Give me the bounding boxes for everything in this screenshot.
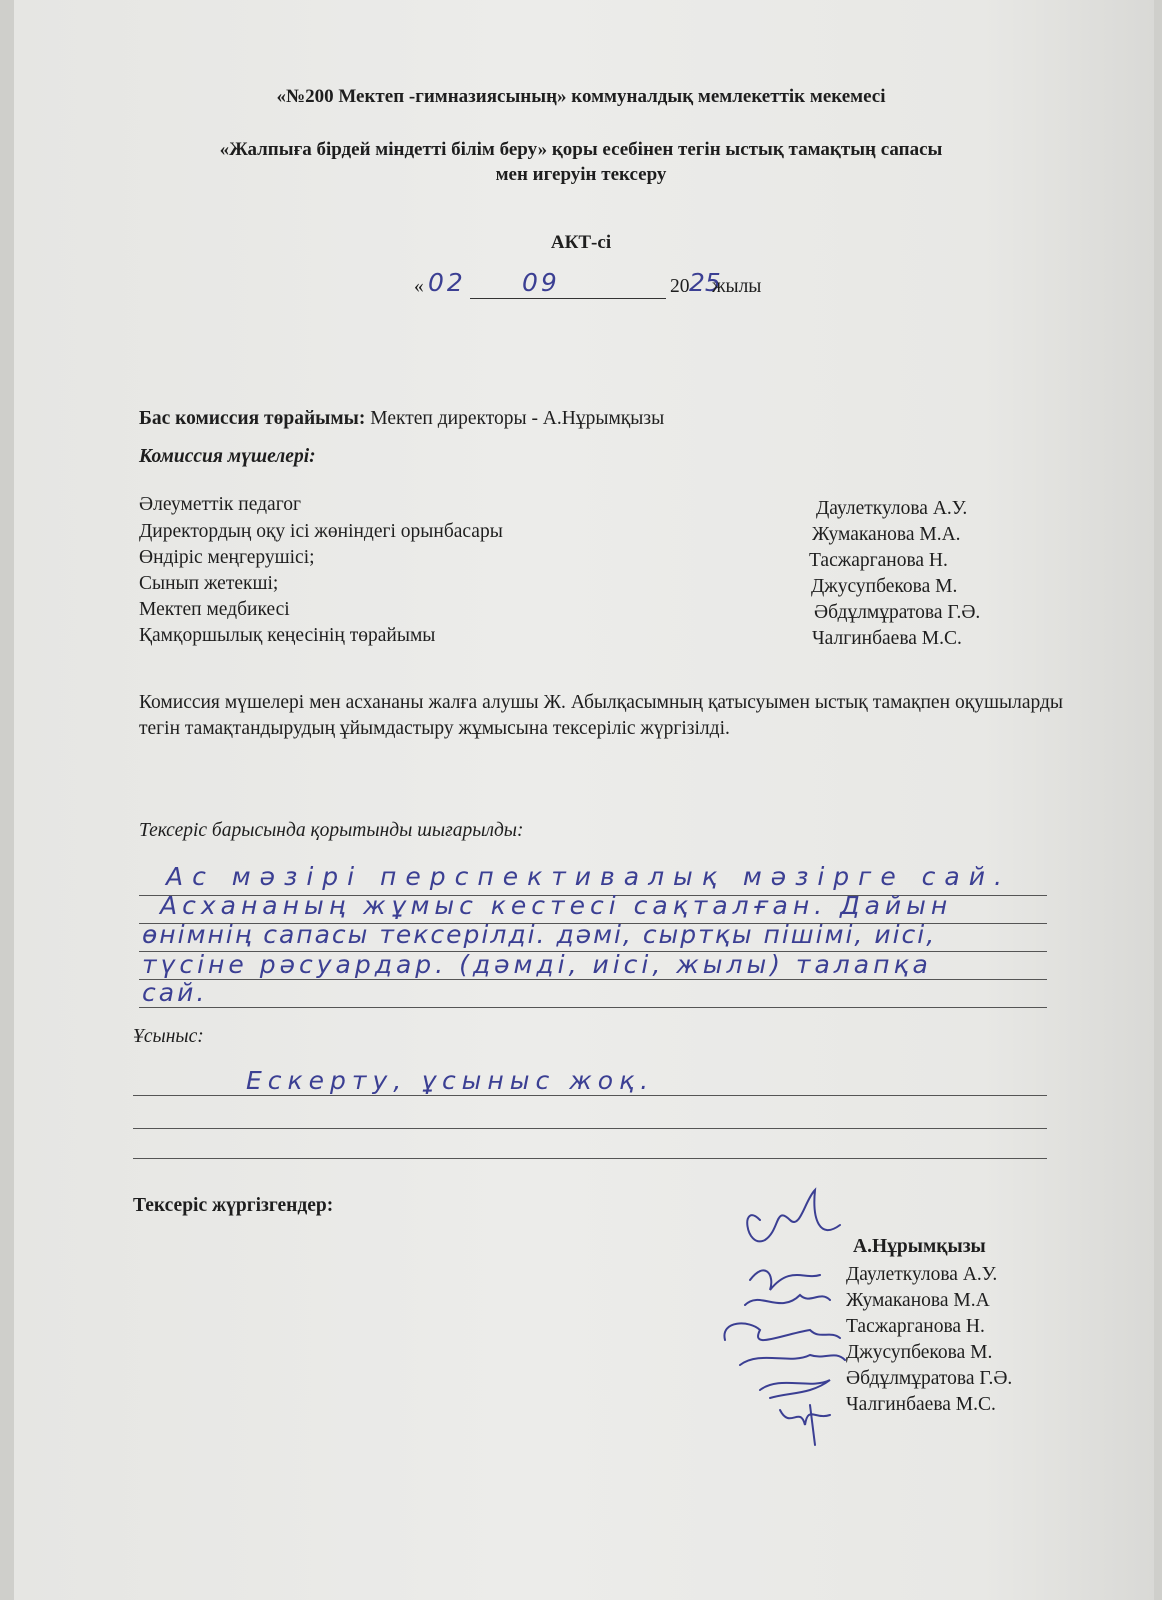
signature-name: Жумаканова М.А	[846, 1290, 990, 1311]
subtitle-line-2: мен игеруін тексеру	[495, 164, 667, 185]
date-year-suffix: 25	[689, 268, 721, 297]
member-role: Мектеп медбикесі	[139, 599, 290, 620]
recommendation-label: Ұсыныс:	[133, 1026, 204, 1047]
date-underline	[470, 298, 666, 299]
institution-name: «№200 Мектеп -гимназиясының» коммуналдық мемлекеттік мекемесі	[276, 86, 886, 107]
commission-chair	[139, 408, 664, 430]
member-name: Джусупбекова М.	[811, 576, 958, 597]
member-role: Қамқоршылық кеңесінің төрайымы	[139, 625, 436, 646]
writing-line	[133, 1128, 1047, 1129]
conclusion-label: Тексеріс барысында қорытынды шығарылды:	[139, 820, 524, 841]
date-year-word: жылы	[712, 276, 762, 297]
signature-name: Тасжарганова Н.	[846, 1316, 985, 1337]
signature-chair-name: А.Нұрымқызы	[853, 1236, 986, 1257]
date-month: 09	[522, 268, 560, 297]
conclusion-handwriting: Ас мәзірі перспективалық мәзірге сай.	[166, 862, 1011, 891]
conclusion-handwriting: түсіне рәсуардар. (дәмді, иісі, жылы) талапқа	[142, 950, 932, 979]
recommendation-handwriting: Ескерту, ұсыныс жоқ.	[246, 1066, 655, 1095]
writing-line	[139, 1007, 1047, 1008]
signature-names-list	[846, 1262, 1012, 1418]
signatures-label: Тексеріс жүргізгендер:	[133, 1195, 334, 1216]
date-day: 02	[428, 268, 466, 297]
member-name: Әбдұлмұратова Г.Ә.	[814, 602, 981, 623]
writing-line	[133, 1158, 1047, 1159]
subtitle-line-1: «Жалпыға бірдей міндетті білім беру» қоры есебінен тегін ыстық тамақтың сапасы	[219, 139, 943, 160]
members-heading: Комиссия мүшелері:	[139, 446, 316, 467]
signature-name: Әбдұлмұратова Г.Ә.	[846, 1368, 1013, 1389]
writing-line	[133, 1095, 1047, 1096]
member-name: Тасжарганова Н.	[809, 550, 948, 571]
member-role: Сынып жетекші;	[139, 573, 279, 594]
date-year-prefix: 20	[670, 276, 690, 297]
signature-name: Даулеткулова А.У.	[846, 1264, 998, 1285]
member-name: Жумаканова М.А.	[812, 524, 961, 545]
document-title: АКТ-сі	[550, 232, 612, 253]
conclusion-handwriting: Асхананың жұмыс кестесі сақталған. Дайын	[160, 891, 953, 920]
member-role: Өндіріс меңгерушісі;	[139, 547, 315, 568]
writing-line	[139, 979, 1047, 980]
conclusion-handwriting: сай.	[142, 978, 208, 1007]
chair-label: Бас комиссия төрайымы:	[139, 408, 366, 429]
member-role: Директордың оқу ісі жөніндегі орынбасары	[139, 521, 503, 542]
conclusion-handwriting: өнімнің сапасы тексерілді. дәмі, сыртқы пішімі, иісі,	[142, 920, 937, 949]
date-open-quote: «	[414, 276, 424, 297]
chair-value: Мектеп директоры - А.Нұрымқызы	[370, 408, 665, 429]
signature-name: Джусупбекова М.	[846, 1342, 993, 1363]
member-name: Чалгинбаева М.С.	[812, 628, 962, 649]
signature-name: Чалгинбаева М.С.	[846, 1394, 996, 1415]
member-name: Даулеткулова А.У.	[816, 498, 968, 519]
member-role: Әлеуметтік педагог	[139, 494, 301, 515]
intro-paragraph: Комиссия мүшелері мен асхананы жалға алушы Ж. Абылқасымның қатысуымен ыстық тамақпен оқушыларды тегін тамақтандырудың ұйымдастыру жұмысына тексеріліс жүргізілді.	[139, 692, 1063, 739]
